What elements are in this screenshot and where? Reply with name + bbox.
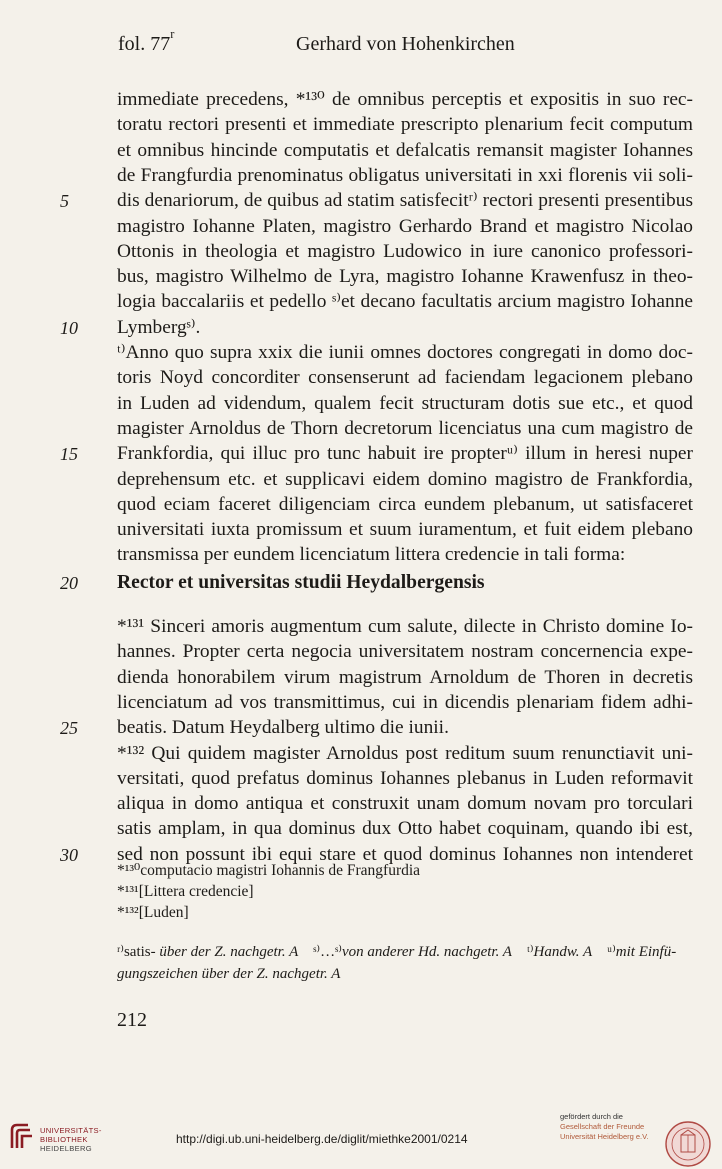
text-line: Ottonis in theologia et magistro Ludowico in iure canonico professori- bbox=[117, 240, 693, 262]
text-line: licenciatum ad vos transmittimus, cui in dicendis plenariam fidem adhi- bbox=[117, 691, 693, 713]
marginal-note: *¹³²[Luden] bbox=[117, 904, 189, 921]
text-line: immediate precedens, *¹³⁰ de omnibus perceptis et expositis in suo rec- bbox=[117, 89, 693, 110]
marginal-note: *¹³⁰computacio magistri Iohannis de Frangfurdia bbox=[117, 862, 421, 879]
text-line: dis denariorum, de quibus ad statim satisfecitʳ⁾ rectori presenti presentibus bbox=[117, 190, 693, 212]
text-line: de Frangfurdia prenominatus obligatus universitati in xxi florenis vii soli- bbox=[117, 164, 693, 186]
text-line: toratu rectori presenti et immediate prescripto plenarium fecit computum bbox=[117, 114, 693, 136]
text-line: dienda honorabilem virum magistrum Arnoldum de Thoren in decretis bbox=[117, 666, 693, 688]
line-number: 5 bbox=[60, 191, 69, 212]
library-name: UNIVERSITÄTS- BIBLIOTHEK HEIDELBERG bbox=[40, 1126, 102, 1153]
university-seal-icon bbox=[664, 1120, 712, 1168]
section-heading: Rector et universitas studii Heydalbergensis bbox=[117, 572, 485, 593]
text-line: *¹³² Qui quidem magister Arnoldus post reditum suum renunctiavit uni- bbox=[117, 742, 693, 764]
line-number: 10 bbox=[60, 317, 78, 338]
text-line: Lymbergˢ⁾. bbox=[117, 316, 201, 338]
text-line: transmissa per eundem licenciatum littera credencie in tali forma: bbox=[117, 544, 626, 566]
text-line: magistro Iohanne Platen, magistro Gerhardo Brand et magistro Nicolao bbox=[117, 215, 693, 237]
text-line: magister Arnoldus de Thorn decretorum licenciatus una cum magistro de bbox=[117, 417, 693, 439]
text-line: et omnibus hincinde computatis et defalcatis remansit magister Iohannes bbox=[117, 139, 693, 161]
permalink-url[interactable]: http://digi.ub.uni-heidelberg.de/diglit/miethke2001/0214 bbox=[176, 1132, 468, 1146]
sponsor-credit: gefördert durch die Gesellschaft der Freunde Universität Heidelberg e.V. bbox=[560, 1112, 649, 1141]
folio-reference: fol. 77$^r$ bbox=[118, 27, 175, 55]
text-line: toris Noyd concorditer consenserunt ad faciendam legacionem plebano bbox=[117, 367, 693, 389]
text-line: versitati, quod prefatus dominus Iohannes plebanus in Luden reformavit bbox=[117, 767, 693, 789]
text-line: universitati iuxta promissum et suum iuramentum, et fuit eidem plebano bbox=[117, 519, 693, 541]
text-line: aliqua in domo antiqua et construxit unam domum novam pro torculari bbox=[117, 793, 693, 815]
text-line: *¹³¹ Sinceri amoris augmentum cum salute, dilecte in Christo domine Io- bbox=[117, 616, 693, 637]
text-line: logia baccalariis et pedello ˢ⁾et decano facultatis arcium magistro Iohanne bbox=[117, 291, 693, 313]
line-number: 30 bbox=[60, 844, 78, 865]
page-number: 212 bbox=[117, 1009, 147, 1031]
line-number: 25 bbox=[60, 718, 78, 739]
line-number: 15 bbox=[60, 444, 78, 465]
text-line: sed non possunt ibi equi stare et quod dominus Iohannes non intenderet bbox=[117, 843, 693, 865]
critical-apparatus-line: ʳ⁾satis- über der Z. nachgetr. A ˢ⁾…ˢ⁾von anderer Hd. nachgetr. A ᵗ⁾Handw. A ᵘ⁾mit Einfü- bbox=[117, 944, 677, 960]
text-line: satis amplam, in qua dominus dux Otto habet coquinam, quando ibi est, bbox=[117, 818, 693, 840]
text-line: in Luden ad videndum, qualem fecit structuram dotis sue etc., et quod bbox=[117, 392, 693, 414]
text-line: deprehensum etc. et supplicavi eidem domino magistro de Frankfordia, bbox=[117, 468, 693, 490]
text-line: bus, magistro Wilhelmo de Lyra, magistro Iohanne Krawenfusz in theo- bbox=[117, 266, 693, 288]
text-line: Frankfordia, qui illuc pro tunc habuit ire propterᵘ⁾ illum in heresi nuper bbox=[117, 443, 693, 465]
text-line: ᵗ⁾Anno quo supra xxix die iunii omnes doctores congregati in domo doc- bbox=[117, 342, 693, 363]
library-logo-icon bbox=[8, 1122, 34, 1152]
digitization-footer bbox=[0, 1112, 722, 1169]
critical-apparatus-line: gungszeichen über der Z. nachgetr. A bbox=[117, 966, 341, 982]
text-line: beatis. Datum Heydalberg ultimo die iunii. bbox=[117, 717, 449, 739]
line-number: 20 bbox=[60, 573, 78, 593]
text-line: hannes. Propter certa negocia universitatem nostram concernencia expe- bbox=[117, 641, 693, 663]
text-line: quod eciam faceret diligenciam circa eundem plebanum, ut satisfaceret bbox=[117, 493, 693, 515]
running-title: Gerhard von Hohenkirchen bbox=[296, 33, 515, 55]
marginal-note: *¹³¹[Littera credencie] bbox=[117, 883, 254, 900]
